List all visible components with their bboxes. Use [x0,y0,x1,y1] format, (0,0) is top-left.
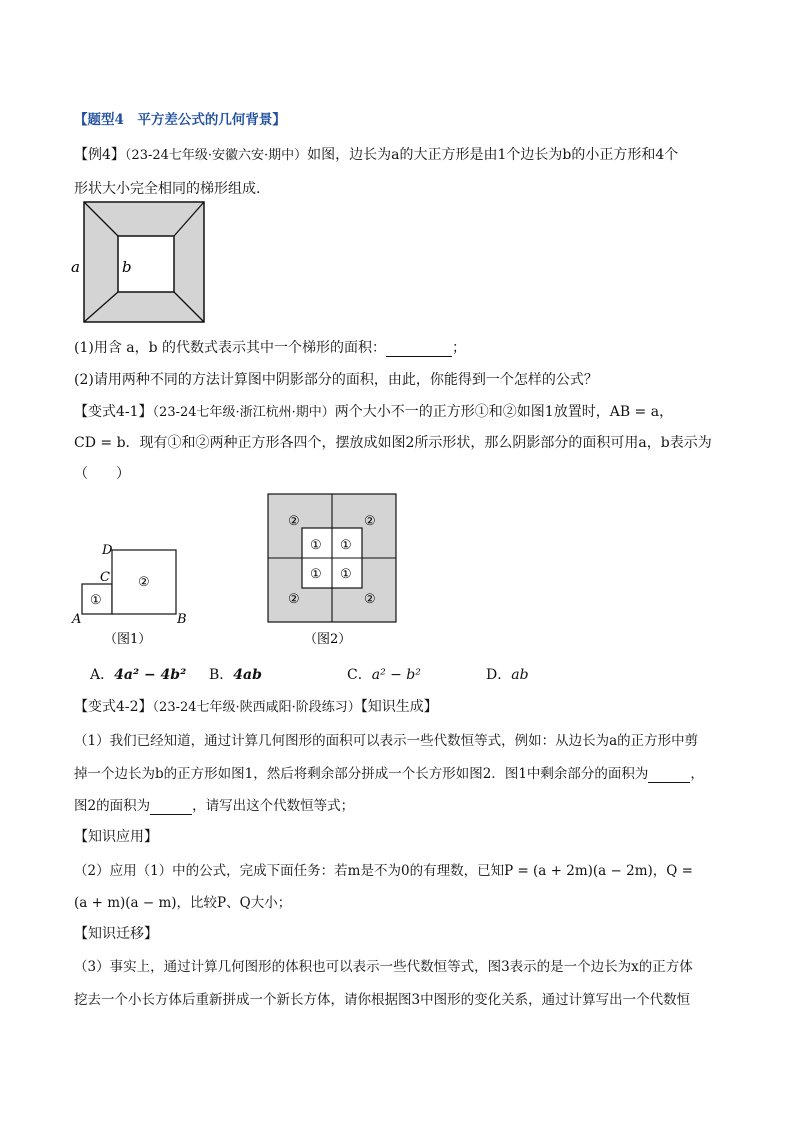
part1-line3-text: 图2的面积为 [74,798,151,814]
part3-line2: 挖去一个小长方体后重新拼成一个新长方体，请你根据图3中图形的变化关系，通过计算写出一个代数恒 [74,992,691,1008]
question-1-end: ； [452,340,467,356]
part1-line2-text: 掉一个边长为b的正方形如图1，然后将剩余部分拼成一个长方形如图2．图1中剩余部分的面积为 [74,766,649,782]
inner-label-br: ① [340,567,352,582]
example-source: （23-24七年级·安徽六安·期中） [124,148,308,163]
option-c[interactable] [347,664,421,684]
option-a-letter: A． [90,667,115,683]
figure2-area-blank[interactable] [150,798,192,815]
variant41-line1 [74,401,673,421]
option-d[interactable] [486,664,529,684]
figure-1 [66,540,196,652]
inner-label-tl: ① [310,538,322,553]
square-1-label: ① [90,593,102,608]
question-2: (2)请用两种不同的方法计算图中阴影部分的面积，由此，你能得到一个怎样的公式？ [74,372,598,388]
example-text-1: 如图，边长为a的大正方形是由1个边长为b的小正方形和4个 [307,147,679,163]
answer-blank[interactable] [386,340,452,357]
option-a[interactable] [90,664,186,684]
part1-line2 [74,762,704,783]
figure-2 [262,490,404,650]
label-b: b [122,258,132,276]
section-title: 【题型4 平方差公式的几何背景】 [74,112,286,128]
corner-label-bl: ② [288,592,300,607]
knowledge-transfer-heading: 【知识迁移】 [74,926,158,942]
option-c-letter: C． [347,667,372,683]
option-b[interactable] [209,664,262,684]
part2-line2: (a + m)(a − m)，比较P、Q大小； [74,895,292,911]
square-2-label: ② [138,575,150,590]
variant-source: （23-24七年级·浙江杭州·期中） [152,405,335,420]
part2-line1: （2）应用（1）中的公式，完成下面任务：若m是不为0的有理数，已知P = (a + 2m)(a − 2m)，Q = [74,863,693,879]
variant41-line3: （ ） [74,466,130,482]
knowledge-application-heading: 【知识应用】 [74,829,158,845]
figure-2-caption: （图2） [304,632,352,647]
option-d-letter: D． [486,667,512,683]
part3-line1: （3）事实上，通过计算几何图形的体积也可以表示一些代数恒等式，图3表示的是一个边长为x的正方体 [74,959,693,975]
part1-line1: （1）我们已经知道，通过计算几何图形的面积可以表示一些代数恒等式，例如：从边长为a的正方形中剪 [74,733,699,749]
point-A: A [72,612,82,627]
variant42-source: （23-24七年级·陕西咸阳·阶段练习） [152,700,361,715]
corner-label-tr: ② [364,514,376,529]
variant42-header [74,696,438,716]
option-b-letter: B． [209,667,234,683]
remaining-area-blank[interactable] [648,766,690,783]
part1-line2-end: ， [690,766,704,782]
variant41-line2: CD = b．现有①和②两种正方形各四个，摆放成如图2所示形状，那么阴影部分的面积可用a，b表示为 [74,435,712,451]
variant-text-1: 两个大小不一的正方形①和②如图1放置时，AB = a， [334,404,674,420]
figure-1-caption: （图1） [104,632,152,647]
point-B: B [177,612,187,627]
label-a: a [71,258,80,276]
variant-tag: 【变式4-1】 [74,404,153,420]
inner-label-tr: ① [340,538,352,553]
corner-label-tl: ② [288,514,300,529]
inner-label-bl: ① [310,567,322,582]
variant42-tag: 【变式4-2】 [74,699,153,715]
knowledge-generation-heading: 【知识生成】 [360,699,438,715]
example4-line1 [74,144,678,164]
part1-line3 [74,794,354,815]
option-c-text: a² − b² [371,667,421,683]
part1-line3-end: ，请写出这个代数恒等式； [192,798,355,814]
point-D: D [102,543,113,558]
example-tag: 【例4】 [74,147,125,163]
option-a-text: 4a² − 4b² [114,667,187,683]
question-1 [74,337,466,357]
trapezoid-square-figure [66,196,206,328]
option-b-text: 4ab [233,667,262,683]
corner-label-br: ② [364,592,376,607]
point-C: C [100,570,110,585]
example4-line2: 形状大小完全相同的梯形组成. [74,181,261,197]
option-d-text: ab [511,667,529,683]
question-1-text: (1)用含 a，b 的代数式表示其中一个梯形的面积： [74,340,387,356]
